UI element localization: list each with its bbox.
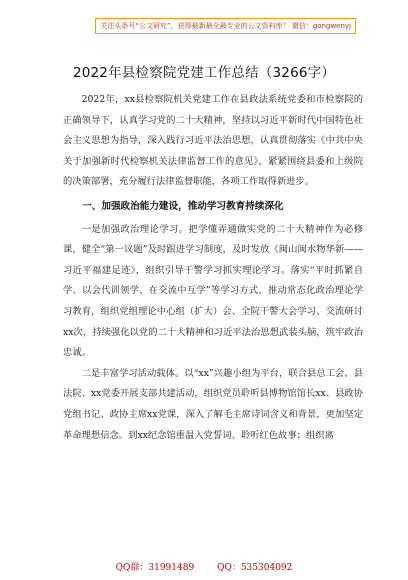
footer-contact: [0, 560, 408, 573]
intro-paragraph: 2022年，xx县检察院机关党建工作在县政法系统党委和市检察院的正确领导下，认真学习党的二十大精神，坚持以习近平新时代中国特色社会主义思想为指导，深入践行习近平法治思想，认真贯彻落实《中共中央关于加强新时代检察机关法律监督工作的意见》，紧紧围绕县委和上级院的决策部署，充分履行法律监督职能，各项工作取得新进步。: [63, 94, 363, 188]
footer-qq-group: QQ群：31991489: [115, 563, 195, 573]
section-paragraph: 二是丰富学习活动载体。以“xx”兴趣小组为平台，联合县总工会、县法院、xx党委开展支部共建活动，组织党员聆听县博物馆馆长xx、县政协党组书记、政协主席xx党课，深入了解毛主席诗词含义和背景，更加坚定革命理想信念。到xx纪念馆重温入党誓词、聆听红色故事；组织离: [63, 367, 363, 441]
section-paragraph: 一是加强政治理论学习。把学懂弄通做实党的二十大精神作为必修课，健全“第一议题”及时跟进学习制度，及时发放《闽山闽水物华新——习近平福建足迹》，组织引导干警学习抓实理论学习。落实“平时抓紧自学、以会代训领学、在交流中互学”等学习方式，推动常态化政治理论学习教育，组织党组理论中心组（扩大）会、全院干警大会学习、交流研讨xx次，持续强化以党的二十大精神和习近平法治思想武装头脑，筑牢政治忠诚。: [63, 223, 363, 359]
section-heading: 一、加强政治能力建设，推动学习教育持续深化: [82, 200, 284, 212]
top-promo-banner: 关注头条号“公文研究”，获得最新最全最专业的公文资料库！ 微信：gongwenyj: [95, 18, 356, 34]
footer-qq: QQ：535304092: [217, 563, 293, 573]
document-title: 2022年县检察院党建工作总结（3266字）: [72, 65, 336, 81]
document-body: [63, 90, 363, 446]
